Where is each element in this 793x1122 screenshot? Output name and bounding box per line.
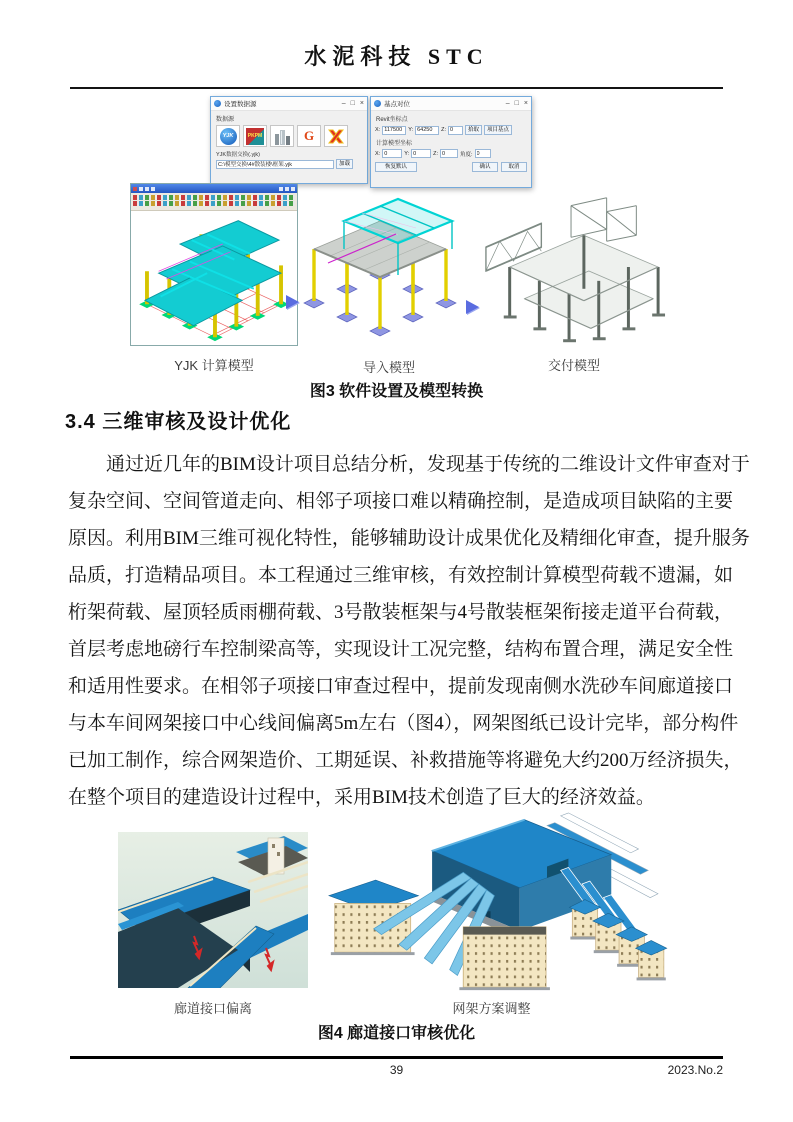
model-transform-arrow-icon — [286, 295, 299, 309]
header-divider — [70, 87, 723, 89]
gsrevit-logo-icon[interactable] — [297, 125, 321, 147]
calc-x-input[interactable] — [382, 149, 402, 158]
angle-label: 角度: — [460, 151, 473, 158]
file-path-input[interactable] — [216, 160, 334, 169]
section-heading: 3.4 三维审核及设计优化 — [65, 411, 292, 433]
building-logo-icon[interactable] — [270, 125, 294, 147]
issue-number: 2023.No.2 — [667, 1063, 723, 1077]
app-icon — [374, 100, 381, 107]
yjk-toolbar — [131, 193, 297, 211]
basepoint-dialog — [370, 96, 532, 188]
page-number: 39 — [389, 1063, 404, 1077]
toolbar-icons-row — [133, 201, 295, 206]
body-line: 在整个项目的建造设计过程中，采用BIM技术创造了巨大的经济效益。 — [68, 787, 655, 808]
y-label: Y: — [404, 150, 410, 157]
load-button[interactable]: 加载 — [336, 159, 353, 169]
tssd-x-glyph — [327, 128, 345, 145]
yjk-model-label: YJK 计算模型 — [174, 358, 254, 373]
yjk-logo-icon[interactable] — [216, 125, 240, 147]
revit-y-input[interactable] — [415, 126, 439, 135]
grid-adjust-label: 网架方案调整 — [452, 1001, 531, 1016]
pkpm-logo-icon[interactable] — [243, 125, 267, 147]
set-datasource-dialog — [210, 96, 368, 184]
body-line: 和适用性要求。在相邻子项接口审查过程中，提前发现南侧水洗砂车间廊道接口 — [68, 676, 734, 697]
imported-model-label: 导入模型 — [362, 360, 415, 375]
calc-coord-row — [375, 149, 527, 158]
silo-tower — [636, 940, 667, 980]
revit-coord-row — [375, 125, 527, 135]
figure3-caption: 图3 软件设置及模型转换 — [309, 383, 484, 400]
yjk-app-window — [130, 183, 298, 346]
pick-button[interactable]: 拾取 — [465, 125, 482, 135]
body-line: 与本车间网架接口中心线间偏离5m左右（图4），网架图纸已设计完毕，部分构件 — [68, 713, 739, 734]
x-label: X: — [375, 150, 381, 157]
body-paragraph — [68, 446, 750, 816]
dialog-footer — [375, 162, 527, 172]
restore-default-button[interactable]: 恢复默认 — [375, 162, 417, 172]
app-icon — [214, 100, 221, 107]
corridor-offset-image — [118, 832, 308, 993]
angle-input[interactable] — [475, 149, 491, 158]
body-line: 桁架荷载、屋顶轻质雨棚荷载、3号散装框架与4号散装框架衔接走道平台荷载， — [68, 602, 734, 623]
yjk-window-titlebar — [131, 184, 297, 193]
datasource-icon-row — [216, 125, 362, 147]
ok-button[interactable]: 确认 — [472, 162, 498, 172]
yjk-calc-model-image — [131, 211, 297, 347]
calc-model-group-label: 计算模型坐标 — [376, 141, 413, 147]
body-line: 通过近几年的BIM设计项目总结分析，发现基于传统的二维设计文件审查对于 — [106, 454, 750, 475]
revit-z-input[interactable] — [448, 126, 463, 135]
datasource-group-label: 数据源 — [216, 117, 235, 123]
model-transform-arrow-icon — [466, 300, 479, 314]
body-line: 品质，打造精品项目。本工程通过三维审核，有效控制计算模型荷载不遗漏，如 — [68, 565, 734, 586]
z-label: Z: — [441, 127, 446, 133]
yjk-model-canvas — [131, 211, 297, 352]
minimize-icon[interactable]: – — [505, 100, 510, 107]
front-building — [459, 927, 550, 990]
dialog-titlebar — [211, 97, 367, 111]
footer-divider — [70, 1056, 723, 1059]
delivered-model-box — [480, 183, 668, 353]
body-line: 复杂空间、空间管道走向、相邻子项接口难以精确控制，是造成项目缺陷的主要 — [68, 491, 734, 512]
figure4-caption: 图4 廊道接口审核优化 — [317, 1025, 476, 1042]
dialog-title: 基点对位 — [384, 101, 410, 108]
body-line: 首层考虑地磅行车控制梁高等，实现设计工况完整，结构布置合理，满足安全性 — [68, 639, 734, 660]
minimize-icon[interactable]: – — [341, 100, 346, 107]
yjk-window-app-icon — [133, 187, 137, 191]
corridor-offset-svg — [118, 832, 308, 988]
maximize-icon[interactable]: □ — [514, 100, 519, 107]
imported-model-image — [300, 183, 478, 351]
g-logo-text: G — [303, 128, 315, 143]
corridor-offset-label: 廊道接口偏离 — [173, 1001, 252, 1016]
tssd-logo-icon[interactable] — [324, 125, 348, 147]
body-line: 已加工制作，综合网架造价、工期延误、补救措施等将避免大约200万经济损失， — [68, 750, 743, 771]
building-glyph — [273, 128, 291, 145]
y-label: Y: — [408, 127, 414, 133]
toolbar-icons-row — [133, 195, 295, 200]
dialog-titlebar — [371, 97, 531, 111]
grid-adjust-svg — [315, 810, 668, 995]
cancel-button[interactable]: 取消 — [501, 162, 527, 172]
revit-point-group-label: Revit坐标点 — [376, 117, 408, 123]
delivered-model-label: 交付模型 — [547, 358, 600, 373]
pkpm-logo-text: PKPM — [246, 128, 264, 145]
close-icon[interactable]: × — [359, 100, 364, 107]
delivered-model-image — [480, 183, 668, 353]
calc-z-input[interactable] — [440, 149, 458, 158]
roof-frames — [571, 198, 636, 242]
x-label: X: — [375, 127, 381, 133]
body-line: 原因。利用BIM三维可视化特性，能够辅助设计成果优化及精细化审查，提升服务 — [68, 528, 750, 549]
calc-y-input[interactable] — [411, 149, 431, 158]
journal-header-title: 水泥科技 STC — [304, 44, 489, 69]
project-basepoint-button[interactable]: 项目基点 — [484, 125, 512, 135]
yjk-exchange-label: YJK数据交换(.yjk) — [216, 152, 261, 158]
dialog-title: 设置数据源 — [224, 101, 257, 108]
grid-adjust-image — [315, 810, 668, 1000]
revit-x-input[interactable] — [382, 126, 406, 135]
close-icon[interactable]: × — [523, 100, 528, 107]
z-label: Z: — [433, 150, 438, 157]
imported-model-box — [300, 183, 478, 351]
maximize-icon[interactable]: □ — [350, 100, 355, 107]
yjk-logo-text: YJK — [220, 128, 237, 145]
